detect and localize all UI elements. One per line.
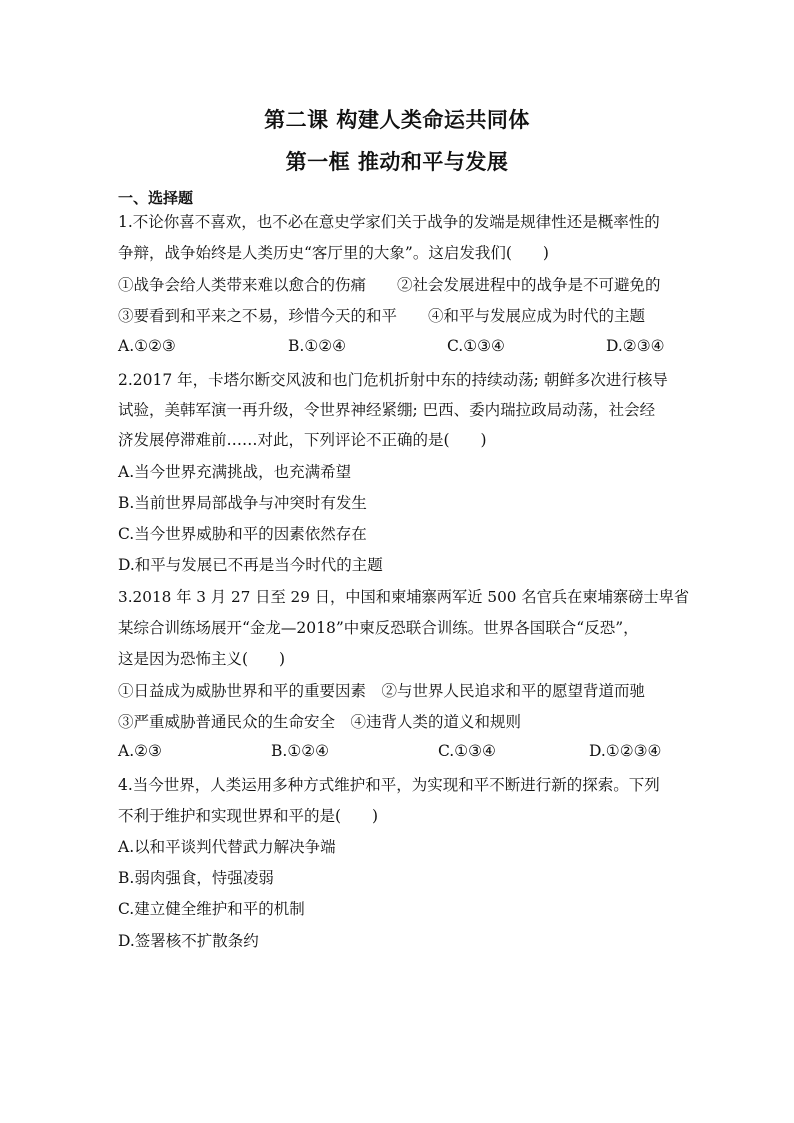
q2-stem-line-2: 试验，美韩军演一再升级，令世界神经紧绷; 巴西、委内瑞拉政局动荡，社会经 (118, 401, 656, 419)
q3-stem-line-1: 3.2018 年 3 月 27 日至 29 日，中国和柬埔寨两军近 500 名官兵在柬埔寨磅士卑省 (118, 588, 690, 606)
q4-stem-line-2: 不利于维护和实现世界和平的是( ) (118, 807, 379, 825)
q2-option-a: A.当今世界充满挑战，也充满希望 (118, 463, 352, 481)
q4-option-d: D.签署核不扩散条约 (118, 932, 259, 950)
q1-statements-line-2: ③要看到和平来之不易，珍惜今天的和平 ④和平与发展应成为时代的主题 (118, 307, 646, 325)
q2-stem-line-1: 2.2017 年，卡塔尔断交风波和也门危机折射中东的持续动荡; 朝鲜多次进行核导 (118, 371, 668, 389)
q2-option-d: D.和平与发展已不再是当今时代的主题 (118, 556, 383, 574)
q1-stem-line-1: 1.不论你喜不喜欢，也不必在意史学家们关于战争的发端是规律性还是概率性的 (118, 213, 660, 231)
q3-statements-line-2: ③严重威胁普通民众的生命安全 ④违背人类的道义和规则 (118, 713, 522, 731)
q3-option-a: A.②③ (118, 742, 162, 760)
q3-stem-line-3: 这是因为恐怖主义( ) (118, 650, 286, 668)
q3-statements-line-1: ①日益成为威胁世界和平的重要因素 ②与世界人民追求和平的愿望背道而驰 (118, 682, 646, 700)
section-heading: 一、选择题 (118, 189, 194, 207)
q3-option-d: D.①②③④ (589, 742, 662, 760)
q2-option-b: B.当前世界局部战争与冲突时有发生 (118, 494, 367, 512)
q4-option-a: A.以和平谈判代替武力解决争端 (118, 838, 336, 856)
q3-stem-line-2: 某综合训练场展开“金龙—2018”中柬反恐联合训练。世界各国联合“反恐”， (118, 619, 639, 637)
q1-option-b: B.①②④ (288, 337, 347, 355)
q1-statements-line-1: ①战争会给人类带来难以愈合的伤痛 ②社会发展进程中的战争是不可避免的 (118, 276, 661, 294)
page-subtitle: 第一框 推动和平与发展 (285, 149, 509, 174)
q3-option-b: B.①②④ (271, 742, 330, 760)
q1-stem-line-2: 争辩，战争始终是人类历史“客厅里的大象”。这启发我们( ) (118, 244, 549, 262)
q2-stem-line-3: 济发展停滞难前……对此，下列评论不正确的是( ) (118, 431, 487, 449)
q1-option-a: A.①②③ (118, 337, 176, 355)
q1-option-c: C.①③④ (447, 337, 505, 355)
q4-stem-line-1: 4.当今世界，人类运用多种方式维护和平，为实现和平不断进行新的探索。下列 (118, 776, 660, 794)
q1-option-d: D.②③④ (606, 337, 665, 355)
q4-option-b: B.弱肉强食，恃强凌弱 (118, 869, 274, 887)
page-title: 第二课 构建人类命运共同体 (264, 107, 530, 132)
q3-option-c: C.①③④ (438, 742, 496, 760)
q2-option-c: C.当今世界威胁和平的因素依然存在 (118, 525, 367, 543)
q4-option-c: C.建立健全维护和平的机制 (118, 900, 305, 918)
